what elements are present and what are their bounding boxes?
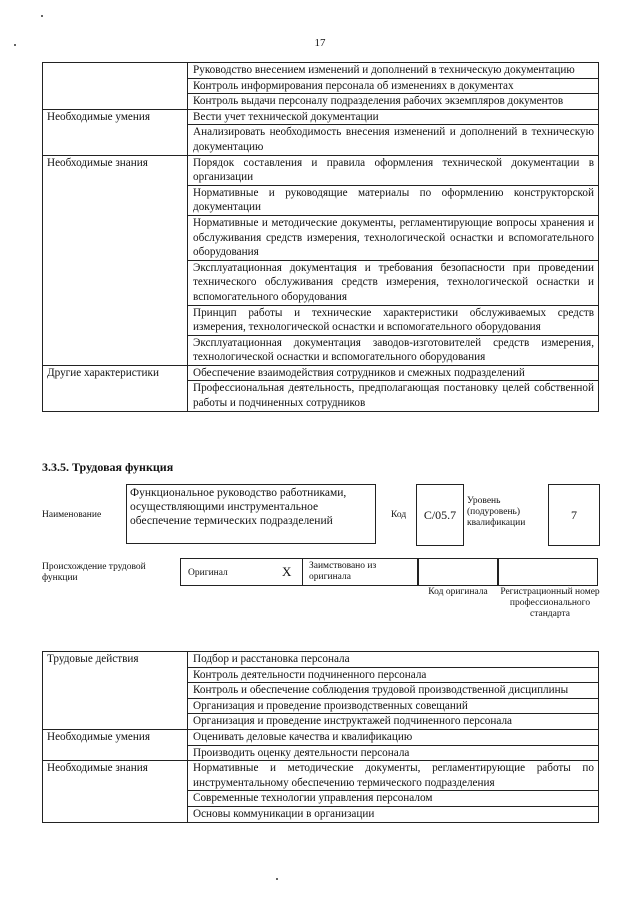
name-label: Наименование (42, 510, 102, 520)
code-original-caption: Код оригинала (428, 587, 488, 597)
knowledge-table-top (42, 62, 599, 412)
row-text: Руководство внесением изменений и дополнений в техническую документацию (188, 63, 599, 79)
row-text: Нормативные и методические документы, регламентирующие вопросы хранения и обслуживания средств измерения, технологической оснастки и вспомогательного оборудования (188, 215, 599, 260)
function-code-box: C/05.7 (416, 484, 464, 546)
row-text: Нормативные и методические документы, регламентирующие работы по инструментальному обеспечению термического подразделения (188, 761, 599, 791)
borrowed-label: Заимствовано из оригинала (309, 561, 377, 582)
row-text: Эксплуатационная документация и требования безопасности при проведении технического обслуживания средств измерения, технологической оснастки и вспомогательного оборудования (188, 260, 599, 305)
row-text: Контроль информирования персонала об изменениях в документах (188, 78, 599, 94)
function-name-box: Функциональное руководство работниками, осуществляющими инструментальное обеспечение термических подразделений (126, 484, 376, 544)
row-text: Контроль выдачи персоналу подразделения рабочих экземпляров документов (188, 94, 599, 110)
table-row (43, 109, 599, 125)
row-label (43, 63, 188, 110)
row-text: Принцип работы и технические характеристики обслуживаемых средств измерения, технологической оснастки и вспомогательного оборудования (188, 305, 599, 335)
scan-dot (276, 878, 278, 880)
original-mark-wrap (180, 558, 302, 586)
level-box: 7 (548, 484, 600, 546)
labor-actions-table (42, 651, 599, 823)
row-label: Необходимые знания (43, 761, 188, 822)
row-text: Организация и проведение инструктажей подчиненного персонала (188, 714, 599, 730)
row-text: Основы коммуникации в организации (188, 806, 599, 822)
row-label: Необходимые знания (43, 155, 188, 365)
code-label: Код (391, 510, 407, 520)
row-label: Необходимые умения (43, 109, 188, 155)
original-mark: X (282, 564, 292, 579)
scan-dot (41, 15, 43, 17)
row-text: Подбор и расстановка персонала (188, 652, 599, 668)
row-text: Оценивать деловые качества и квалификацию (188, 729, 599, 745)
row-text: Анализировать необходимость внесения изменений и дополнений в техническую документацию (188, 125, 599, 155)
table-row (43, 63, 599, 79)
row-text: Организация и проведение производственных совещаний (188, 698, 599, 714)
table-row (43, 155, 599, 185)
table-row (43, 365, 599, 381)
page-number: 17 (314, 37, 326, 49)
row-label: Необходимые умения (43, 729, 188, 760)
level-label: Уровень (подуровень) квалификации (467, 496, 526, 528)
row-text: Производить оценку деятельности персонала (188, 745, 599, 761)
code-original-cell (418, 558, 498, 586)
reg-number-cell (498, 558, 598, 586)
row-text: Порядок составления и правила оформления технической документации в организации (188, 155, 599, 185)
row-text: Контроль деятельности подчиненного персонала (188, 667, 599, 683)
row-text: Нормативные и руководящие материалы по оформлению конструкторской документации (188, 185, 599, 215)
original-label: Оригинал (188, 568, 228, 578)
origin-label: Происхождение трудовой функции (42, 562, 146, 583)
section-title: 3.3.5. Трудовая функция (42, 460, 174, 474)
row-text: Профессиональная деятельность, предполагающая постановку целей собственной работы и подчиненных сотрудников (188, 381, 599, 411)
table-row (43, 761, 599, 791)
table-row (43, 729, 599, 745)
row-text: Вести учет технической документации (188, 109, 599, 125)
row-text: Эксплуатационная документация заводов-изготовителей средств измерения, технологической оснастки и вспомогательного оборудования (188, 335, 599, 365)
table-row (43, 652, 599, 668)
row-text: Современные технологии управления персоналом (188, 791, 599, 807)
reg-number-caption: Регистрационный номер профессионального стандарта (500, 587, 600, 619)
row-text: Контроль и обеспечение соблюдения трудовой производственной дисциплины (188, 683, 599, 699)
row-text: Обеспечение взаимодействия сотрудников и смежных подразделений (188, 365, 599, 381)
borrowed-cell (302, 558, 418, 586)
row-label: Другие характеристики (43, 365, 188, 411)
row-label: Трудовые действия (43, 652, 188, 730)
